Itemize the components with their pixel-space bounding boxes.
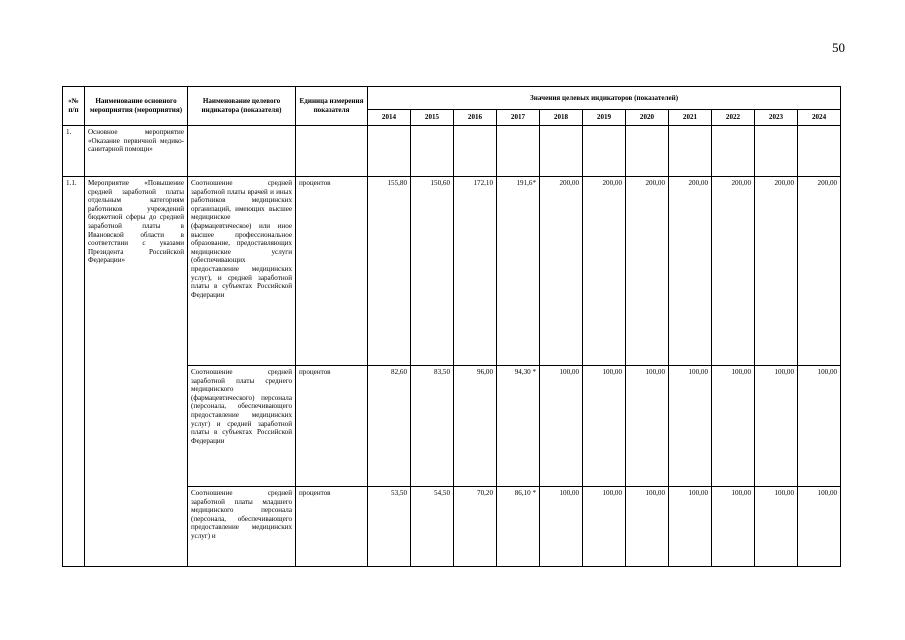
value-cell: 200,00 — [755, 177, 798, 366]
value-cell: 94,30 * — [497, 366, 540, 487]
value-cell — [798, 126, 841, 177]
indicator-cell — [188, 126, 296, 177]
header-no: «№ п/п — [63, 87, 85, 126]
row-number: 1. — [63, 126, 85, 177]
row-number: 1.1. — [63, 177, 85, 567]
value-cell: 200,00 — [626, 177, 669, 366]
value-cell: 100,00 — [669, 366, 712, 487]
header-year: 2018 — [540, 110, 583, 126]
measure-cell: Основное мероприятие «Оказание первичной медико-санитарной помощи» — [85, 126, 188, 177]
value-cell — [411, 126, 454, 177]
value-cell: 96,00 — [454, 366, 497, 487]
header-year: 2021 — [669, 110, 712, 126]
header-year: 2022 — [712, 110, 755, 126]
header-values-group: Значения целевых индикаторов (показателей) — [368, 87, 841, 110]
value-cell: 155,80 — [368, 177, 411, 366]
value-cell: 200,00 — [583, 177, 626, 366]
header-year: 2023 — [755, 110, 798, 126]
header-indicator-name: Наименование целевого индикатора (показателя) — [188, 87, 296, 126]
header-row-1 — [63, 87, 841, 110]
value-cell: 100,00 — [755, 487, 798, 567]
value-cell: 100,00 — [755, 366, 798, 487]
value-cell: 86,10 * — [497, 487, 540, 567]
value-cell: 100,00 — [798, 487, 841, 567]
value-cell: 100,00 — [626, 487, 669, 567]
header-year: 2016 — [454, 110, 497, 126]
unit-cell: процентов — [296, 177, 368, 366]
header-year: 2019 — [583, 110, 626, 126]
value-cell: 54,50 — [411, 487, 454, 567]
value-cell: 100,00 — [540, 487, 583, 567]
value-cell: 100,00 — [712, 366, 755, 487]
value-cell: 100,00 — [583, 487, 626, 567]
header-year: 2024 — [798, 110, 841, 126]
value-cell — [497, 126, 540, 177]
value-cell — [454, 126, 497, 177]
value-cell: 100,00 — [626, 366, 669, 487]
page-number: 50 — [832, 40, 845, 55]
value-cell: 100,00 — [540, 366, 583, 487]
value-cell — [626, 126, 669, 177]
indicator-cell: Соотношение средней заработной платы среднего медицинского (фармацевтического) персонала (персонала, обеспечивающего предоставление медицинских услуг) и средней заработной платы в субъектах Российской Федерации — [188, 366, 296, 487]
header-unit: Единица измерения показателя — [296, 87, 368, 126]
value-cell — [368, 126, 411, 177]
header-year: 2017 — [497, 110, 540, 126]
value-cell: 200,00 — [798, 177, 841, 366]
value-cell: 172,10 — [454, 177, 497, 366]
header-year: 2020 — [626, 110, 669, 126]
measure-cell: Мероприятие «Повышение средней заработной платы отдельным категориям работников учреждений бюджетной сферы до средней заработной платы в Ивановской области в соответствии с указами Президента Российской Федерации» — [85, 177, 188, 567]
value-cell: 53,50 — [368, 487, 411, 567]
header-measure-name: Наименование основного мероприятия (мероприятия) — [85, 87, 188, 126]
value-cell — [669, 126, 712, 177]
value-cell — [755, 126, 798, 177]
value-cell — [583, 126, 626, 177]
table-row — [63, 177, 841, 366]
unit-cell: процентов — [296, 487, 368, 567]
value-cell: 83,50 — [411, 366, 454, 487]
value-cell — [712, 126, 755, 177]
value-cell: 200,00 — [712, 177, 755, 366]
header-year: 2015 — [411, 110, 454, 126]
unit-cell: процентов — [296, 366, 368, 487]
value-cell: 100,00 — [669, 487, 712, 567]
table-row — [63, 126, 841, 177]
value-cell: 100,00 — [712, 487, 755, 567]
header-year: 2014 — [368, 110, 411, 126]
value-cell: 200,00 — [669, 177, 712, 366]
indicator-cell: Соотношение средней заработной платы врачей и иных работников медицинских организаций, имеющих высшее медицинское (фармацевтическое) или иное высшее профессиональное образование, предоставляющих медицинские услуги (обеспечивающих предоставление медицинских услуг), и средней заработной платы в субъектах Российской Федерации — [188, 177, 296, 366]
indicator-cell: Соотношение средней заработной платы младшего медицинского персонала (персонала, обеспечивающего предоставление медицинских услуг) и — [188, 487, 296, 567]
value-cell: 100,00 — [583, 366, 626, 487]
value-cell: 70,20 — [454, 487, 497, 567]
indicators-table — [62, 86, 841, 567]
value-cell: 82,60 — [368, 366, 411, 487]
value-cell: 200,00 — [540, 177, 583, 366]
value-cell — [540, 126, 583, 177]
value-cell: 150,60 — [411, 177, 454, 366]
value-cell: 191,6* — [497, 177, 540, 366]
value-cell: 100,00 — [798, 366, 841, 487]
unit-cell — [296, 126, 368, 177]
